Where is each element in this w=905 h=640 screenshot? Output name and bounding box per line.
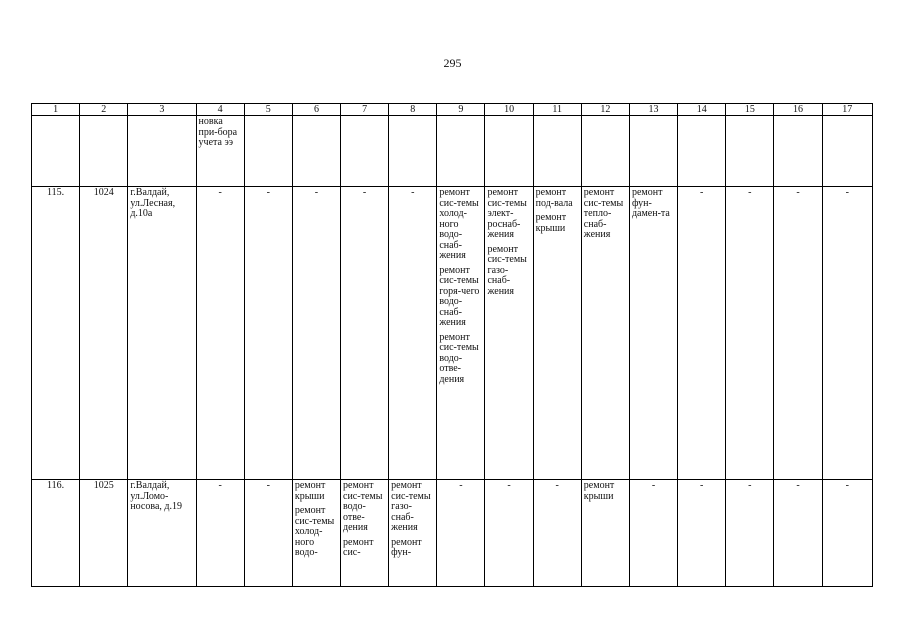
work-item: ремонт сис-темы элект-роснаб-жения (487, 187, 527, 240)
table-cell: - (389, 187, 437, 480)
table-cell: - (437, 480, 485, 587)
work-item: ремонт сис- (343, 536, 374, 558)
page-number: 295 (443, 56, 462, 70)
row-id: 1024 (80, 187, 128, 480)
column-header: 2 (80, 104, 128, 116)
work-item: ремонт сис-темы тепло-снаб-жения (583, 187, 624, 240)
table-cell: - (629, 480, 677, 587)
table-cell: - (292, 187, 340, 480)
work-item: ремонт сис-темы горя-чего водо-снаб-жения (439, 264, 480, 328)
table-cell (533, 187, 581, 480)
column-header: 7 (341, 104, 389, 116)
column-header: 13 (629, 104, 677, 116)
table-cell: - (822, 187, 872, 480)
table-cell (437, 187, 485, 480)
column-header: 15 (726, 104, 774, 116)
column-header: 12 (581, 104, 629, 116)
works-table (31, 103, 873, 587)
work-item: ремонт сис-темы холод-ного водо- (294, 505, 335, 558)
column-header: 6 (292, 104, 340, 116)
table-cell: - (822, 480, 872, 587)
column-header: 16 (774, 104, 822, 116)
table-cell: - (196, 480, 244, 587)
table-row (32, 480, 873, 587)
work-item: ремонт под-вала (535, 187, 573, 209)
column-header: 14 (678, 104, 726, 116)
table-cell: - (678, 187, 726, 480)
row-number: 115. (32, 187, 80, 480)
table-cell (389, 480, 437, 587)
row-address: г.Валдай, ул.Лесная, д.10а (128, 187, 196, 480)
continuation-row (32, 116, 873, 187)
work-item: ремонт сис-темы газо-снаб-жения (487, 243, 527, 297)
table-cell (341, 480, 389, 587)
table-cell: - (533, 480, 581, 587)
table-cell (581, 480, 629, 587)
column-header: 10 (485, 104, 533, 116)
column-header: 17 (822, 104, 872, 116)
work-item: ремонт сис-темы водо-отве-дения (343, 481, 383, 533)
table-row (32, 187, 873, 480)
column-header: 3 (128, 104, 196, 116)
column-header: 11 (533, 104, 581, 116)
work-item: ремонт сис-темы газо-снаб-жения (391, 481, 431, 533)
table-cell: - (244, 187, 292, 480)
table-cell: - (774, 187, 822, 480)
row-id: 1025 (80, 480, 128, 587)
column-header: 4 (196, 104, 244, 116)
table-cell: - (485, 480, 533, 587)
work-item: ремонт фун- (391, 536, 422, 558)
table-cell (629, 187, 677, 480)
work-item: ремонт сис-темы холод-ного водо-снаб-жения (439, 187, 479, 261)
table-cell: - (341, 187, 389, 480)
table-cell: - (726, 480, 774, 587)
table-cell (581, 187, 629, 480)
table-cell: - (678, 480, 726, 587)
table-cell (292, 480, 340, 587)
row-address: г.Валдай, ул.Ломо-носова, д.19 (128, 480, 196, 587)
row-number: 116. (32, 480, 80, 587)
column-header: 1 (32, 104, 80, 116)
table-cell: - (196, 187, 244, 480)
column-number-row (32, 104, 873, 116)
work-item: ремонт фун-дамен-та (631, 187, 670, 219)
column-header: 8 (389, 104, 437, 116)
column-header: 9 (437, 104, 485, 116)
work-item: ремонт крыши (583, 480, 615, 502)
work-item: ремонт крыши (294, 481, 326, 502)
table-cell (485, 187, 533, 480)
work-item: ремонт сис-темы водо-отве-дения (439, 331, 479, 385)
table-cell: новка при-бора учета ээ (196, 116, 244, 187)
column-header: 5 (244, 104, 292, 116)
table-cell: - (726, 187, 774, 480)
table-cell: - (244, 480, 292, 587)
work-item: ремонт крыши (535, 212, 567, 234)
table-cell: - (774, 480, 822, 587)
